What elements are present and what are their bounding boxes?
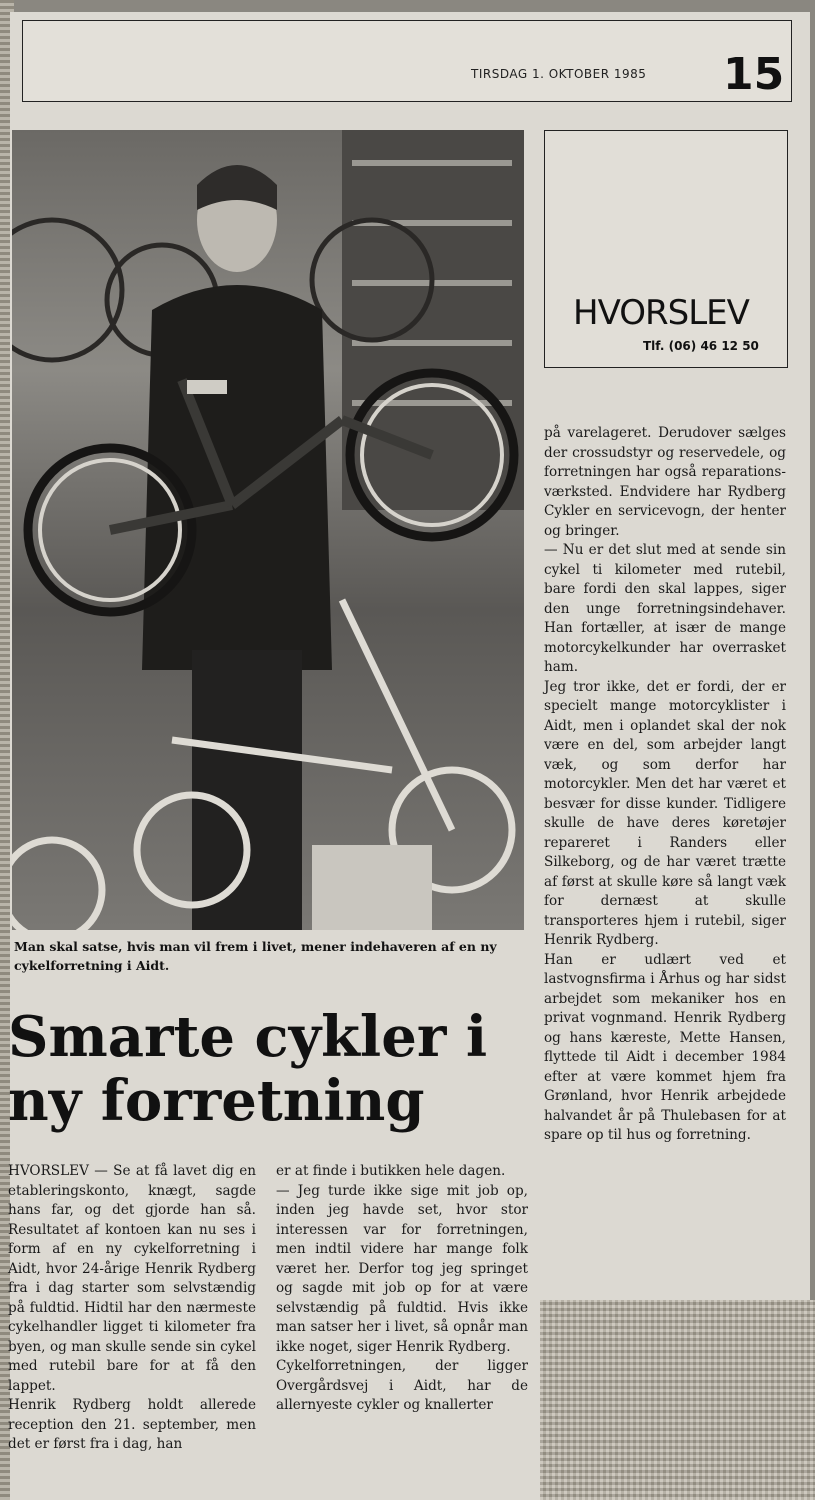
article-headline: Smarte cykler i ny forretning: [8, 1004, 488, 1134]
article-column-left: HVORSLEV — Se at få lavet dig en etableringskonto, knægt, sagde hans far, og det gjorde han så. Resultatet af kontoen kan nu ses i form af en ny cykelforretning i Aidt, hvor 24-årige Henrik Rydberg fra i dag starter som selvstændig på fuldtid. Hidtil har den nærmeste cykelhandler ligget ti kilometer fra byen, og man skulle sende sin cykel med rutebil bare for at få den lappet. Henrik Rydberg holdt allerede reception den 21. september, men det er først fra i dag, han: [8, 1163, 256, 1452]
bicycle-shop-photo: [12, 130, 524, 930]
article-column-right: på varelageret. Derudover sælges der crossudstyr og reservedele, og forretningen har også reparations-værksted. Endvidere har Rydberg Cykler en servicevogn, der henter og bringer. — Nu er det slut med at sende sin cykel ti kilometer med rutebil, bare fordi den skal lappes, siger den unge forretningsindehaver. Han fortæller, at især de mange motorcykelkunder har overrasket ham. Jeg tror ikke, det er fordi, der er specielt mange motorcyklister i Aidt, men i oplandet skal der nok være en del, som arbejder langt væk, og som derfor har motorcykler. Men det har været et besvær for disse kunder. Tidligere skulle de have deres køretøjer repareret i Randers eller Silkeborg, og de har været trætte af først at skulle køre så langt væk for dernæst at skulle transporteres hjem i rutebil, siger Henrik Rydberg. Han er udlært ved et lastvognsfirma i Århus og har sidst arbejdet som mekaniker hos en privat vognmand. Henrik Rydberg og hans kæreste, Mette Hansen, flyttede til Aidt i december 1984 efter at være kommet hjem fra Grønland, hvor Henrik arbejdede halvandet år på Thulebasen for at spare op til hus og forretning.: [544, 425, 786, 1143]
issue-date: TIRSDAG 1. OKTOBER 1985: [471, 67, 647, 81]
page-number: 15: [723, 49, 785, 100]
fabric-background: [540, 1300, 815, 1500]
page-header: [22, 20, 792, 102]
town-name: HVORSLEV: [573, 293, 749, 333]
photo-caption: Man skal satse, hvis man vil frem i livet, mener indehaveren af en ny cykelforretning i Aidt.: [14, 939, 497, 973]
town-phone: Tlf. (06) 46 12 50: [643, 339, 759, 353]
article-photo: [12, 130, 524, 930]
town-box: [544, 130, 788, 368]
article-column-middle: er at finde i butikken hele dagen. — Jeg turde ikke sige mit job op, inden jeg havde set, hvor stor interessen var for forretningen, men indtil videre har mange folk været her. Derfor tog jeg springet og sagde mit job op for at være selvstændig på fuldtid. Hvis ikke man satser her i livet, så opnår man ikke noget, siger Henrik Rydberg. Cykelforretningen, der ligger Overgårdsvej i Aidt, har de allernyeste cykler og knallerter: [276, 1163, 528, 1413]
